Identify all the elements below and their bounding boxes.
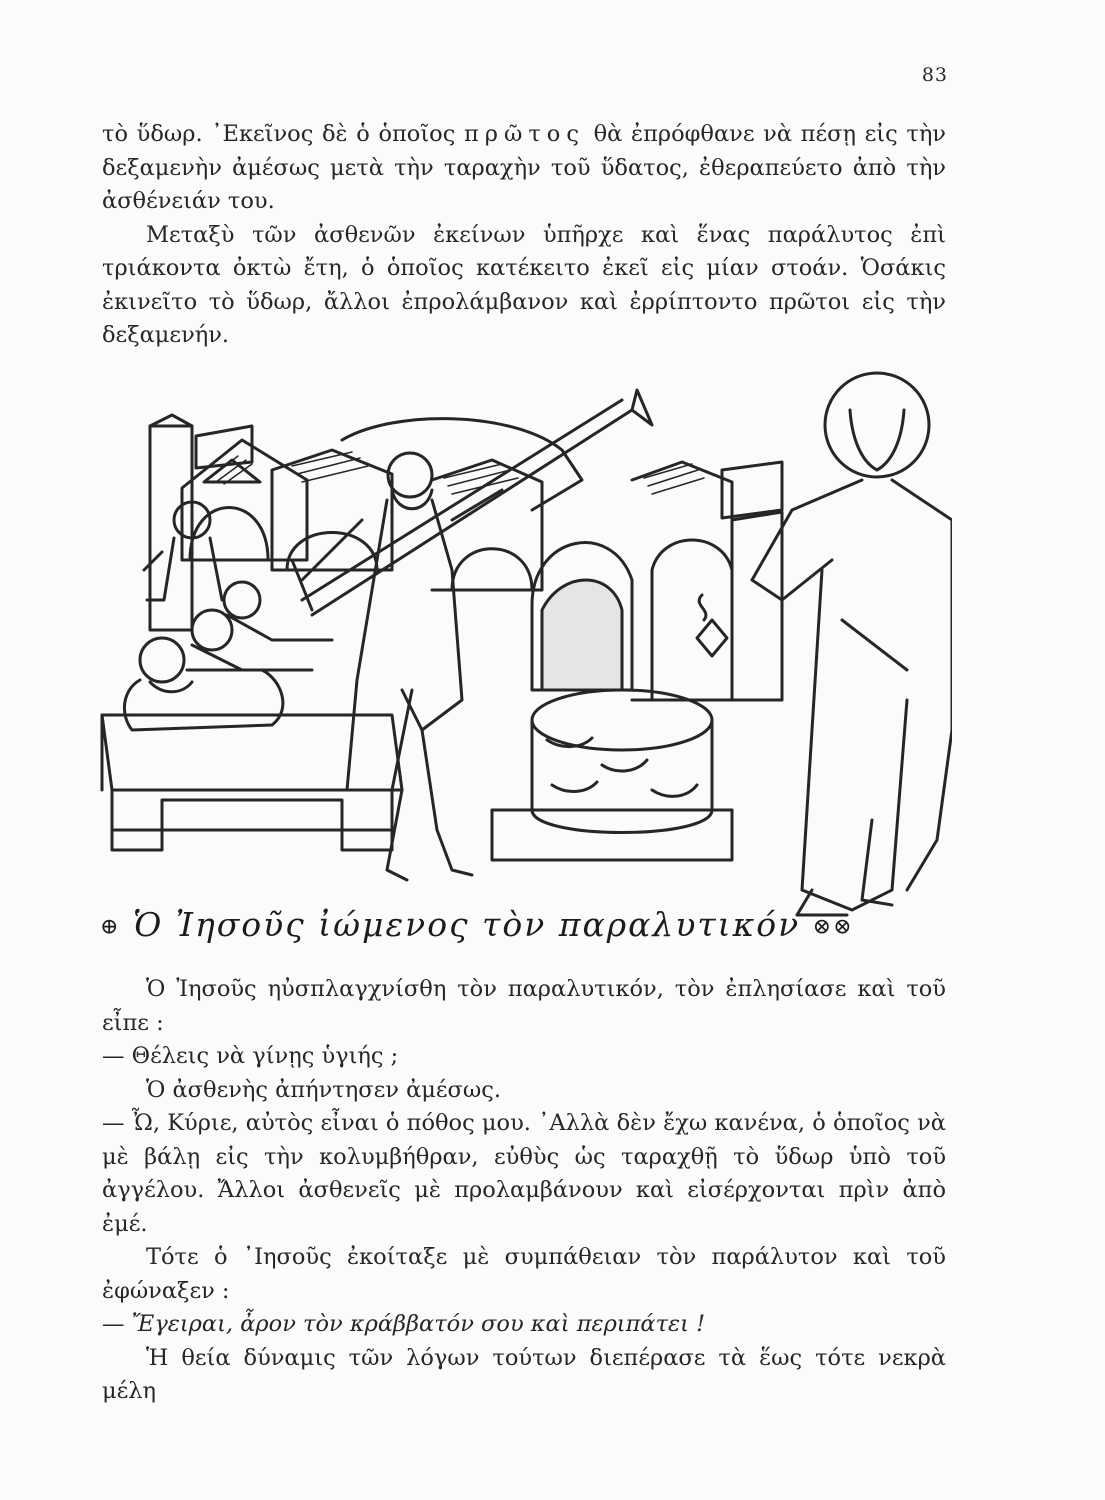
pool-drawing xyxy=(492,690,732,860)
text-run: θὰ ἐπρόφθανε νὰ πέσῃ εἰς τὴν δεξαμενὴν ἀμέσως μετὰ τὴν ταραχὴν τοῦ ὕδατος, ἐθεραπεύετο ἀπὸ τὴν ἀσθένειάν του. xyxy=(102,121,946,214)
emphasized-word: πρῶτος xyxy=(463,121,585,147)
bottom-text-block xyxy=(102,973,946,1409)
ornament-drawing xyxy=(697,595,727,656)
paragraph: Ἡ θεία δύναμις τῶν λόγων τούτων διεπέρασε τὰ ἕως τότε νεκρὰ μέλη xyxy=(102,1344,946,1404)
paragraph: — Ἔγειραι, ἆρον τὸν κράββατόν σου καὶ περιπάτει ! xyxy=(102,1311,706,1337)
bed-drawing xyxy=(102,715,402,850)
ornament-glyph-right: ⊗⊗ xyxy=(812,914,854,940)
text-run: τὸ ὕδωρ. ᾿Εκεῖνος δὲ ὁ ὁποῖος xyxy=(102,121,464,147)
sick-man-drawing xyxy=(124,582,332,730)
paragraph: — Ὦ, Κύριε, αὐτὸς εἶναι ὁ πόθος μου. ᾿Αλλὰ δὲν ἔχω κανένα, ὁ ὁποῖος νὰ μὲ βάλῃ εἰς τὴν κολυμβήθραν, εὐθὺς ὡς ταραχθῇ τὸ ὕδωρ ὑπὸ τοῦ ἀγγέλου. Ἄλλοι ἀσθενεῖς μὲ προλαμβάνουν καὶ εἰσέρχονται πρὶν ἀπὸ ἐμέ. xyxy=(102,1110,946,1237)
ornament-glyph-left: ⊕ xyxy=(100,914,121,940)
top-text-block xyxy=(102,118,946,353)
paragraph: Τότε ὁ ᾿Ιησοῦς ἐκοίταξε μὲ συμπάθειαν τὸν παράλυτον καὶ τοῦ ἐφώναξεν : xyxy=(102,1244,946,1304)
paragraph: Ὁ Ἰησοῦς ηὐσπλαγχνίσθη τὸν παραλυτικόν, τὸν ἐπλησίασε καὶ τοῦ εἶπε : xyxy=(102,976,946,1036)
illustration-caption xyxy=(100,905,940,944)
paragraph: Ὁ ἀσθενὴς ἀπήντησεν ἀμέσως. xyxy=(146,1076,502,1103)
paragraph: — Θέλεις νὰ γίνῃς ὑγιής ; xyxy=(102,1043,399,1069)
caption-text: Ὁ Ἰησοῦς ἰώμενος τὸν παραλυτικόν xyxy=(132,905,801,944)
paragraph xyxy=(102,118,946,219)
buildings-drawing xyxy=(150,415,782,700)
page-number: 83 xyxy=(921,64,948,86)
illustration-healing-paralytic xyxy=(92,370,952,920)
paragraph: Μεταξὺ τῶν ἀσθενῶν ἐκείνων ὑπῆρχε καὶ ἕνας παράλυτος ἐπὶ τριάκοντα ὀκτὼ ἔτη, ὁ ὁποῖος κατέκειτο ἐκεῖ εἰς μίαν στοάν. Ὁσάκις ἐκινεῖτο τὸ ὕδωρ, ἄλλοι ἐπρολάμβανον καὶ ἐρρίπτοντο πρῶτοι εἰς τὴν δεξαμενήν. xyxy=(102,221,946,348)
